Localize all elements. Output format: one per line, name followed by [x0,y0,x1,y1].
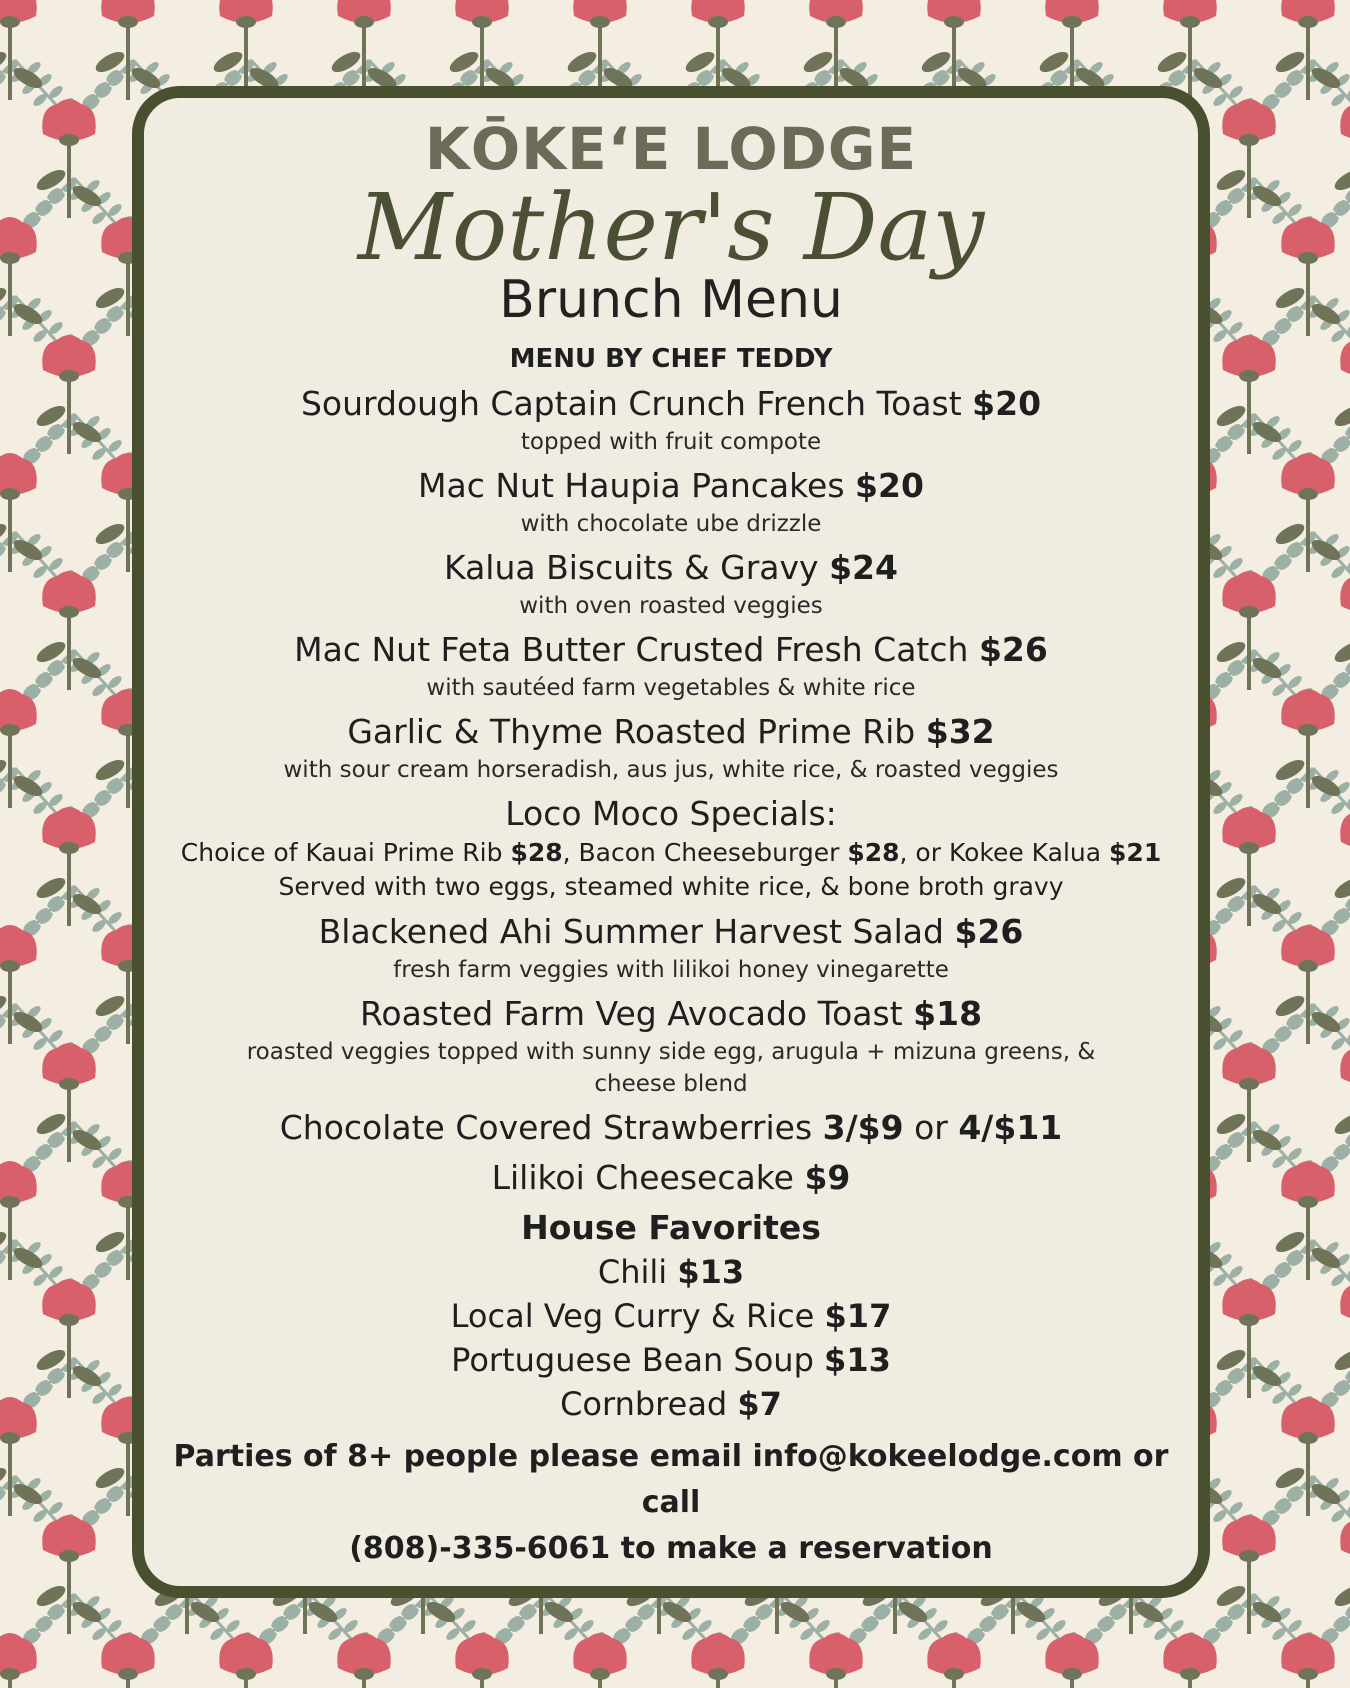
flower-icon [0,1397,45,1516]
flower-icon [34,807,105,926]
favorite-item [144,1294,1198,1338]
item-description: topped with fruit compote [520,429,822,455]
item-name: Lilikoi Cheesecake [491,1158,794,1197]
menu-item [144,546,1198,622]
item-name: Blackened Ahi Summer Harvest Salad [318,912,944,951]
item-name: Chili [597,1253,668,1291]
item-description: with oven roasted veggies [519,593,823,619]
flower-icon [1273,1161,1344,1280]
flower-icon [0,217,45,336]
favorite-item [144,1382,1198,1426]
menu-subtitle: Brunch Menu [499,270,843,330]
item-name: Mac Nut Haupia Pancakes [418,466,845,505]
flower-icon [1214,1279,1285,1398]
flower-icon [1273,1397,1344,1516]
flower-icon [34,1043,105,1162]
choice-text: , Bacon Cheeseburger [562,838,840,867]
item-price: $24 [829,548,898,587]
item-price: $7 [737,1385,782,1423]
flower-icon [34,99,105,218]
flower-icon [0,453,45,572]
flower-icon [1214,1043,1285,1162]
loco-moco-choices [144,836,1198,870]
menu-item [144,464,1198,540]
menu-item [144,382,1198,458]
flower-icon [1273,217,1344,336]
item-name: Portuguese Bean Soup [451,1341,814,1379]
flower-icon [1214,335,1285,454]
flower-icon [34,571,105,690]
item-price: $26 [978,630,1048,669]
loco-moco-served: Served with two eggs, steamed white rice, & bone broth gravy [278,872,1064,901]
flower-icon [1332,1515,1350,1634]
reservation-note [144,1434,1198,1572]
flower-icon [1332,99,1350,218]
item-name: Sourdough Captain Crunch French Toast [300,384,962,423]
item-price: $13 [677,1253,745,1291]
item-description: roasted veggies topped with sunny side egg, arugula + mizuna greens, & cheese blend [246,1039,1096,1097]
item-price: $20 [855,466,924,505]
flower-icon [1273,925,1344,1044]
flower-icon [1214,1515,1285,1634]
flower-icon [1332,1043,1350,1162]
item-price: 4/$11 [958,1108,1063,1147]
flower-icon [1332,571,1350,690]
choice-price: $21 [1109,838,1162,867]
flower-icon [1214,571,1285,690]
item-price: $13 [824,1341,891,1379]
item-description: with sour cream horseradish, aus jus, white rice, & roasted veggies [283,757,1059,783]
flower-icon [0,0,45,100]
cheesecake-item [144,1156,1198,1200]
item-price: $17 [824,1297,892,1335]
favorite-item [144,1338,1198,1382]
menu-script-title: Mother's Day [357,174,985,281]
reservation-line-1: Parties of 8+ people please email info@kokeelodge.com or call [173,1439,1169,1520]
flower-icon [1273,689,1344,808]
item-name: Cornbread [560,1385,728,1423]
item-price: $20 [972,384,1042,423]
flower-icon [0,925,45,1044]
choice-price: $28 [847,838,900,867]
flower-icon [34,1279,105,1398]
flower-icon [34,335,105,454]
flower-icon [1273,453,1344,572]
house-favorites-title: House Favorites [521,1208,821,1247]
item-price: $9 [804,1158,851,1197]
menu-item [144,710,1198,786]
item-name: Garlic & Thyme Roasted Prime Rib [347,712,916,751]
flower-icon [0,689,45,808]
item-or: or [914,1108,948,1147]
flower-icon [1332,1279,1350,1398]
flower-icon [0,1161,45,1280]
strawberries-item [144,1106,1198,1150]
choice-price: $28 [510,838,563,867]
menu-card [132,86,1210,1598]
choice-text: , or Kokee Kalua [899,838,1102,867]
item-price: 3/$9 [822,1108,904,1147]
loco-moco-title: Loco Moco Specials: [505,794,837,833]
item-price: $26 [954,912,1024,951]
menu-item [144,910,1198,986]
item-description: with sautéed farm vegetables & white rice [426,675,916,701]
flower-icon [1214,807,1285,926]
flower-icon [1332,335,1350,454]
choice-text: Choice of Kauai Prime Rib [180,838,503,867]
item-description: fresh farm veggies with lilikoi honey vinegarette [393,957,949,983]
favorite-item [144,1250,1198,1294]
reservation-line-2: (808)-335-6061 to make a reservation [349,1531,993,1566]
menu-item [144,992,1198,1100]
menu-item [144,628,1198,704]
item-name: Kalua Biscuits & Gravy [444,548,819,587]
item-name: Local Veg Curry & Rice [450,1297,815,1335]
brand-logo: KŌKEʻE LODGE [424,115,918,183]
item-description: with chocolate ube drizzle [520,511,822,537]
item-name: Mac Nut Feta Butter Crusted Fresh Catch [294,630,969,669]
loco-moco-section [144,792,1198,904]
flower-icon [34,1515,105,1634]
flower-icon [1214,99,1285,218]
flower-icon [1332,807,1350,926]
item-price: $18 [913,994,983,1033]
item-name: Roasted Farm Veg Avocado Toast [359,994,903,1033]
item-price: $32 [925,712,995,751]
flower-icon [0,1633,45,1688]
chef-credit: MENU BY CHEF TEDDY [509,344,833,374]
item-name: Chocolate Covered Strawberries [279,1108,813,1147]
